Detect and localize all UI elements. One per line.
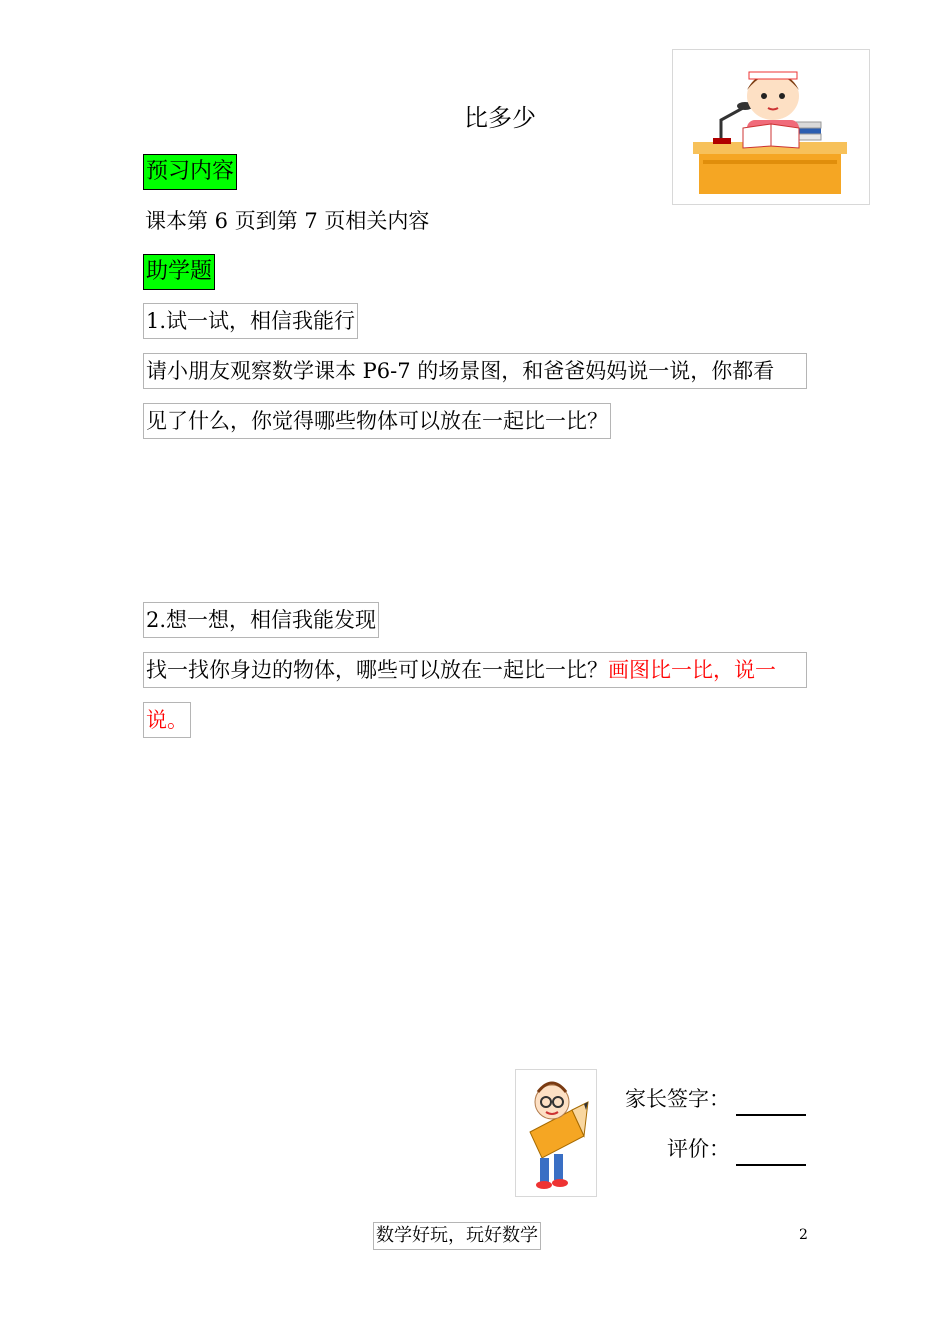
question-1-line-1: 请小朋友观察数学课本 P6-7 的场景图，和爸爸妈妈说一说，你都看 (143, 353, 807, 389)
question-1-heading: 1.试一试，相信我能行 (143, 303, 358, 339)
question-2-heading: 2.想一想，相信我能发现 (143, 602, 379, 638)
reading-child-illustration (672, 49, 870, 205)
pencil-boy-illustration (515, 1069, 597, 1197)
question-2-line-2: 说。 (143, 702, 191, 738)
parent-signature-label: 家长签字： (625, 1087, 730, 1111)
page-number: 2 (799, 1227, 808, 1243)
question-2-line-1 (143, 652, 807, 688)
preview-text: 课本第 6 页到第 7 页相关内容 (145, 209, 430, 233)
reading-child-icon (673, 50, 869, 204)
pencil-boy-icon (516, 1070, 596, 1196)
question-2-emphasis: 画图比一比，说一 (608, 658, 776, 682)
evaluation-row (667, 1132, 806, 1166)
page-title: 比多少 (464, 104, 536, 132)
question-2-text: 找一找你身边的物体，哪些可以放在一起比一比？ (146, 658, 608, 682)
evaluation-line[interactable] (736, 1142, 806, 1166)
help-heading: 助学题 (143, 254, 215, 290)
evaluation-label: 评价： (667, 1137, 730, 1161)
parent-signature-row (625, 1082, 806, 1116)
preview-heading: 预习内容 (143, 154, 237, 190)
footer-slogan: 数学好玩，玩好数学 (373, 1222, 541, 1250)
question-1-line-2: 见了什么，你觉得哪些物体可以放在一起比一比？ (143, 403, 611, 439)
parent-signature-line[interactable] (736, 1092, 806, 1116)
